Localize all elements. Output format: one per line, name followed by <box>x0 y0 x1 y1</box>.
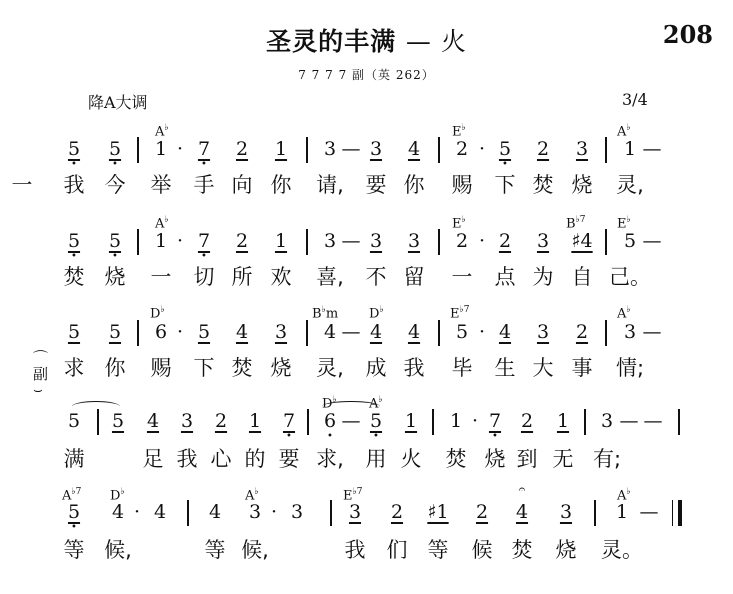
note: 4 𝄐 <box>515 482 529 523</box>
lyric-char: 焚 <box>511 538 533 562</box>
note: 3 <box>248 501 262 523</box>
lyric-char: 你 <box>104 356 126 380</box>
note: 3 <box>536 230 550 252</box>
note: 5 • <box>369 410 383 442</box>
lyric-char: 烧 <box>104 265 126 289</box>
note: 2 <box>235 138 249 160</box>
note: 2 <box>455 230 469 252</box>
octave-dot-below: • <box>502 159 508 170</box>
lyric-char: 焚 <box>63 265 85 289</box>
lyric-char: 焚 <box>445 447 467 471</box>
note: — <box>341 410 361 432</box>
octave-dot-below: • <box>71 251 77 262</box>
note: 6 <box>154 321 168 343</box>
note: 5 <box>67 321 81 343</box>
lyric-char: 烧 <box>484 447 506 471</box>
chord-symbol: D♭ <box>322 395 337 412</box>
note: ♯4 <box>571 230 593 252</box>
lyric-char: 灵, <box>616 173 644 197</box>
lyric-char: 候 <box>471 538 493 562</box>
lyric-char: 灵, <box>316 356 344 380</box>
tie-slur <box>322 401 380 412</box>
lyric-char: 毕 <box>451 356 473 380</box>
barline <box>672 500 673 526</box>
note: — <box>341 138 361 160</box>
meter-line: 7 7 7 7 副（英 262） <box>298 68 435 82</box>
octave-dot-below: • <box>492 431 498 442</box>
octave-dot-below: • <box>71 522 77 533</box>
lyric-row <box>0 264 733 290</box>
barline <box>438 320 440 346</box>
chord-symbol: A♭ <box>617 123 631 140</box>
barline <box>605 137 607 163</box>
lyric-row <box>0 537 733 563</box>
key-signature: 降A大调 <box>88 93 148 112</box>
note: 5 <box>67 410 81 432</box>
note: 5 <box>455 321 469 343</box>
note: 1 <box>449 410 463 432</box>
barline <box>438 137 440 163</box>
octave-dot-below: • <box>112 251 118 262</box>
note: 2 <box>390 501 404 523</box>
note: 3 <box>369 138 383 160</box>
note: — <box>619 410 639 432</box>
barline <box>584 409 586 435</box>
note: 5 <box>623 230 637 252</box>
note: 2 <box>475 501 489 523</box>
lyric-char: 我 <box>403 356 425 380</box>
octave-dot-below: • <box>201 159 207 170</box>
lyric-char: 自 <box>571 265 593 289</box>
note: 3 <box>536 321 550 343</box>
chord-symbol: B♭m <box>312 305 339 322</box>
lyric-char: 我 <box>344 538 366 562</box>
barline <box>438 229 440 255</box>
note-row <box>0 137 733 170</box>
barline <box>306 320 308 346</box>
note: · <box>270 501 278 523</box>
note: 5 • <box>108 138 122 170</box>
fermata-icon: 𝄐 <box>518 482 526 496</box>
note: 2 <box>536 138 550 160</box>
note: 3 <box>290 501 304 523</box>
note: 5 • <box>108 230 122 262</box>
note: · <box>176 230 184 252</box>
octave-dot-below: • <box>327 431 333 442</box>
note: 3 <box>323 230 337 252</box>
lyric-char: 下 <box>193 356 215 380</box>
note: 5 • <box>67 138 81 170</box>
lyric-char: 情; <box>615 356 645 380</box>
note: 2 <box>498 230 512 252</box>
note: 7 • <box>282 410 296 442</box>
lyric-char: 焚 <box>231 356 253 380</box>
chord-symbol: E♭ <box>452 123 466 140</box>
lyric-char: 一 <box>11 173 33 197</box>
lyric-char: 欢 <box>270 265 292 289</box>
chord-symbol: D♭ <box>110 487 125 504</box>
octave-dot-below: • <box>373 431 379 442</box>
lyric-char: 不 <box>365 265 387 289</box>
note: 3 <box>407 230 421 252</box>
lyric-char: 赐 <box>150 356 172 380</box>
note: — <box>642 321 662 343</box>
lyric-char: 求, <box>316 447 344 471</box>
chord-symbol: A♭ <box>617 487 631 504</box>
lyric-char: 赐 <box>451 173 473 197</box>
lyric-char: 生 <box>494 356 516 380</box>
lyric-row <box>0 355 733 381</box>
lyric-char: 们 <box>386 538 408 562</box>
lyric-char: 所 <box>231 265 253 289</box>
note: 2 <box>214 410 228 432</box>
barline <box>306 229 308 255</box>
lyric-char: 等 <box>204 538 226 562</box>
barline <box>137 137 139 163</box>
lyric-char: 心 <box>210 447 232 471</box>
note: 3 <box>623 321 637 343</box>
note: · <box>471 410 479 432</box>
lyric-char: 要 <box>365 173 387 197</box>
barline <box>137 320 139 346</box>
lyric-char: 成 <box>365 356 387 380</box>
chord-symbol: A♭ <box>617 305 631 322</box>
note: 1 <box>154 230 168 252</box>
note: 1 <box>404 410 418 432</box>
note-row <box>0 409 733 442</box>
lyric-char: 要 <box>278 447 300 471</box>
note: 3 <box>369 230 383 252</box>
lyric-char: 用 <box>365 447 387 471</box>
note: 3 <box>600 410 614 432</box>
lyric-char: 向 <box>231 173 253 197</box>
page-title <box>0 22 733 58</box>
note: · <box>478 321 486 343</box>
lyric-char: 一 <box>150 265 172 289</box>
lyric-char: 求 <box>63 356 85 380</box>
lyric-char: 举 <box>150 173 172 197</box>
note-row <box>0 229 733 262</box>
lyric-char: 的 <box>244 447 266 471</box>
note: 3 <box>348 501 362 523</box>
refrain-marker: ⌒ 副 ⌣ <box>33 349 49 399</box>
lyric-char: 下 <box>494 173 516 197</box>
lyric-char: 请, <box>316 173 344 197</box>
note: 2 <box>520 410 534 432</box>
barline <box>330 500 332 526</box>
note: 4 <box>369 321 383 343</box>
note: 1 <box>274 138 288 160</box>
note: 2 <box>455 138 469 160</box>
lyric-char: 等 <box>63 538 85 562</box>
note: 1 <box>623 138 637 160</box>
chord-symbol: E♭ <box>617 215 631 232</box>
note: — <box>642 230 662 252</box>
lyric-char: 留 <box>403 265 425 289</box>
lyric-char: 你 <box>270 173 292 197</box>
barline <box>594 500 596 526</box>
chord-symbol: $A^{♭7}$ <box>62 487 82 504</box>
lyric-char: 点 <box>494 265 516 289</box>
title-sub: — 火 <box>405 27 467 56</box>
time-signature: 3/4 <box>622 90 648 109</box>
lyric-char: 切 <box>193 265 215 289</box>
note: 1 <box>154 138 168 160</box>
chord-symbol: $B^{♭7}$ <box>566 215 586 232</box>
note: 3 <box>180 410 194 432</box>
octave-dot-below: • <box>201 251 207 262</box>
barline <box>307 409 309 435</box>
note: 4 <box>235 321 249 343</box>
refrain-label: 副 <box>33 365 49 383</box>
note: 7 • <box>488 410 502 442</box>
note: 4 <box>407 321 421 343</box>
barline <box>605 229 607 255</box>
octave-dot-below: • <box>286 431 292 442</box>
lyric-char: 烧 <box>270 356 292 380</box>
barline <box>678 409 680 435</box>
lyric-char: 今 <box>104 173 126 197</box>
octave-dot-below: • <box>112 159 118 170</box>
note: — <box>341 321 361 343</box>
note: · <box>478 230 486 252</box>
chord-symbol: A♭ <box>245 487 259 504</box>
note: — <box>643 410 663 432</box>
note: · <box>133 501 141 523</box>
note: 5 <box>111 410 125 432</box>
barline <box>306 137 308 163</box>
note: 1 <box>615 501 629 523</box>
title-main: 圣灵的丰满 <box>266 27 397 56</box>
lyric-char: 手 <box>193 173 215 197</box>
lyric-char: 候, <box>241 538 269 562</box>
note: 5 • <box>67 230 81 262</box>
lyric-char: 喜, <box>316 265 344 289</box>
lyric-char: 事 <box>571 356 593 380</box>
lyric-char: 足 <box>142 447 164 471</box>
lyric-char: 到 <box>516 447 538 471</box>
lyric-char: 焚 <box>532 173 554 197</box>
barline <box>137 229 139 255</box>
tie-slur <box>72 401 120 412</box>
note: 1 <box>556 410 570 432</box>
lyric-char: 你 <box>403 173 425 197</box>
note: 4 <box>208 501 222 523</box>
lyric-char: 为 <box>532 265 554 289</box>
note: 7 • <box>197 230 211 262</box>
note: 3 <box>274 321 288 343</box>
note: 1 <box>274 230 288 252</box>
note: 5 • <box>67 501 81 533</box>
note: 4 <box>498 321 512 343</box>
octave-dot-below: • <box>71 159 77 170</box>
lyric-char: 火 <box>400 447 422 471</box>
chord-symbol: E♭ <box>452 215 466 232</box>
note: 4 <box>323 321 337 343</box>
lyric-char: 我 <box>176 447 198 471</box>
lyric-char: 等 <box>427 538 449 562</box>
note: 5 <box>108 321 122 343</box>
note: · <box>478 138 486 160</box>
note: 2 <box>235 230 249 252</box>
barline <box>605 320 607 346</box>
lyric-char: 烧 <box>555 538 577 562</box>
note: 3 <box>575 138 589 160</box>
chord-symbol: D♭ <box>150 305 165 322</box>
lyric-char: 己。 <box>609 265 651 289</box>
lyric-char: 烧 <box>571 173 593 197</box>
note: — <box>639 501 659 523</box>
lyric-char: 我 <box>63 173 85 197</box>
note: ♯1 <box>427 501 449 523</box>
chord-symbol: A♭ <box>369 395 383 412</box>
note: 3 <box>559 501 573 523</box>
chord-symbol: D♭ <box>369 305 384 322</box>
note: 4 <box>146 410 160 432</box>
note: · <box>176 321 184 343</box>
hymn-number: 208 <box>662 20 713 49</box>
note: — <box>341 230 361 252</box>
lyric-char: 灵。 <box>601 538 643 562</box>
barline <box>97 409 99 435</box>
chord-symbol: A♭ <box>155 123 169 140</box>
lyric-char: 满 <box>63 447 85 471</box>
note: — <box>642 138 662 160</box>
lyric-row <box>0 172 733 198</box>
note: 2 <box>575 321 589 343</box>
lyric-char: 无 <box>552 447 574 471</box>
lyric-char: 候, <box>104 538 132 562</box>
chord-symbol: A♭ <box>155 215 169 232</box>
barline <box>432 409 434 435</box>
lyric-row <box>0 446 733 472</box>
note: 1 <box>248 410 262 432</box>
note: 7 • <box>197 138 211 170</box>
barline <box>187 500 189 526</box>
note: · <box>176 138 184 160</box>
note: 6 • <box>323 410 337 442</box>
note: 3 <box>323 138 337 160</box>
note-row <box>0 320 733 344</box>
note: 4 <box>407 138 421 160</box>
note: 4 <box>153 501 167 523</box>
lyric-char: 一 <box>451 265 473 289</box>
barline <box>678 500 682 526</box>
note: 5 • <box>498 138 512 170</box>
note: 4 <box>111 501 125 523</box>
lyric-char: 有; <box>592 447 622 471</box>
chord-symbol: $E^{♭7}$ <box>343 487 363 504</box>
chord-symbol: $E^{♭7}$ <box>450 305 470 322</box>
note: 5 <box>197 321 211 343</box>
lyric-char: 大 <box>532 356 554 380</box>
